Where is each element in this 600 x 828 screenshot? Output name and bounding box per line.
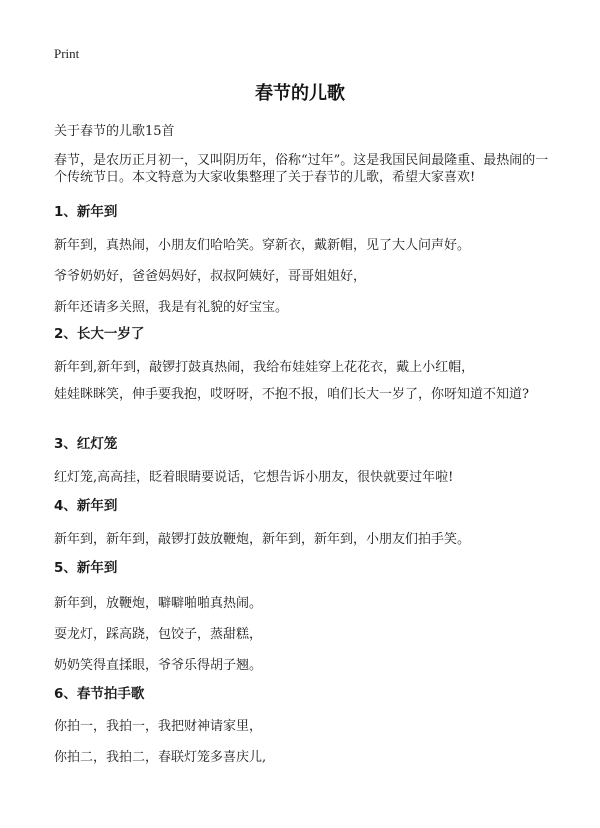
poem-line: 新年还请多关照，我是有礼貌的好宝宝。 [54, 300, 289, 315]
section-heading: 3、红灯笼 [54, 436, 118, 452]
section-heading: 1、新年到 [54, 204, 118, 220]
section-heading: 4、新年到 [54, 498, 118, 514]
poem-line: 娃娃眯眯笑，伸手要我抱，哎呀呀，不抱不报，咱们长大一岁了，你呀知道不知道? [54, 387, 529, 402]
poem-line: 耍龙灯，踩高跷，包饺子，蒸甜糕， [54, 627, 263, 642]
poem-line: 爷爷奶奶好，爸爸妈妈好，叔叔阿姨好，哥哥姐姐好， [54, 269, 367, 284]
poem-line: 新年到，新年到，敲锣打鼓放鞭炮，新年到，新年到，小朋友们拍手笑。 [54, 532, 471, 547]
poem-line: 你拍二，我拍二，春联灯笼多喜庆儿, [54, 750, 267, 765]
section-heading: 2、长大一岁了 [54, 326, 145, 342]
poem-line: 新年到,新年到，敲锣打鼓真热闹，我给布娃娃穿上花花衣，戴上小红帽， [54, 360, 475, 375]
subtitle: 关于春节的儿歌15首 [54, 124, 175, 139]
poem-line: 新年到，放鞭炮，噼噼啪啪真热闹。 [54, 596, 263, 611]
poem-line: 你拍一，我拍一，我把财神请家里， [54, 719, 263, 734]
poem-line: 红灯笼,高高挂，眨着眼睛要说话，它想告诉小朋友，很快就要过年啦! [54, 470, 454, 485]
poem-line: 奶奶笑得直揉眼，爷爷乐得胡子翘。 [54, 658, 263, 673]
section-heading: 6、春节拍手歌 [54, 686, 145, 702]
intro-paragraph: 春节，是农历正月初一，又叫阴历年，俗称“过年”。这是我国民间最隆重、最热闹的一个传统节日。本文特意为大家收集整理了关于春节的儿歌，希望大家喜欢! [54, 153, 549, 185]
poem-line: 新年到，真热闹，小朋友们哈哈笑。穿新衣，戴新帽，见了大人问声好。 [54, 238, 471, 253]
print-link[interactable]: Print [54, 46, 80, 61]
page-title: 春节的儿歌 [255, 83, 345, 104]
section-heading: 5、新年到 [54, 560, 118, 576]
